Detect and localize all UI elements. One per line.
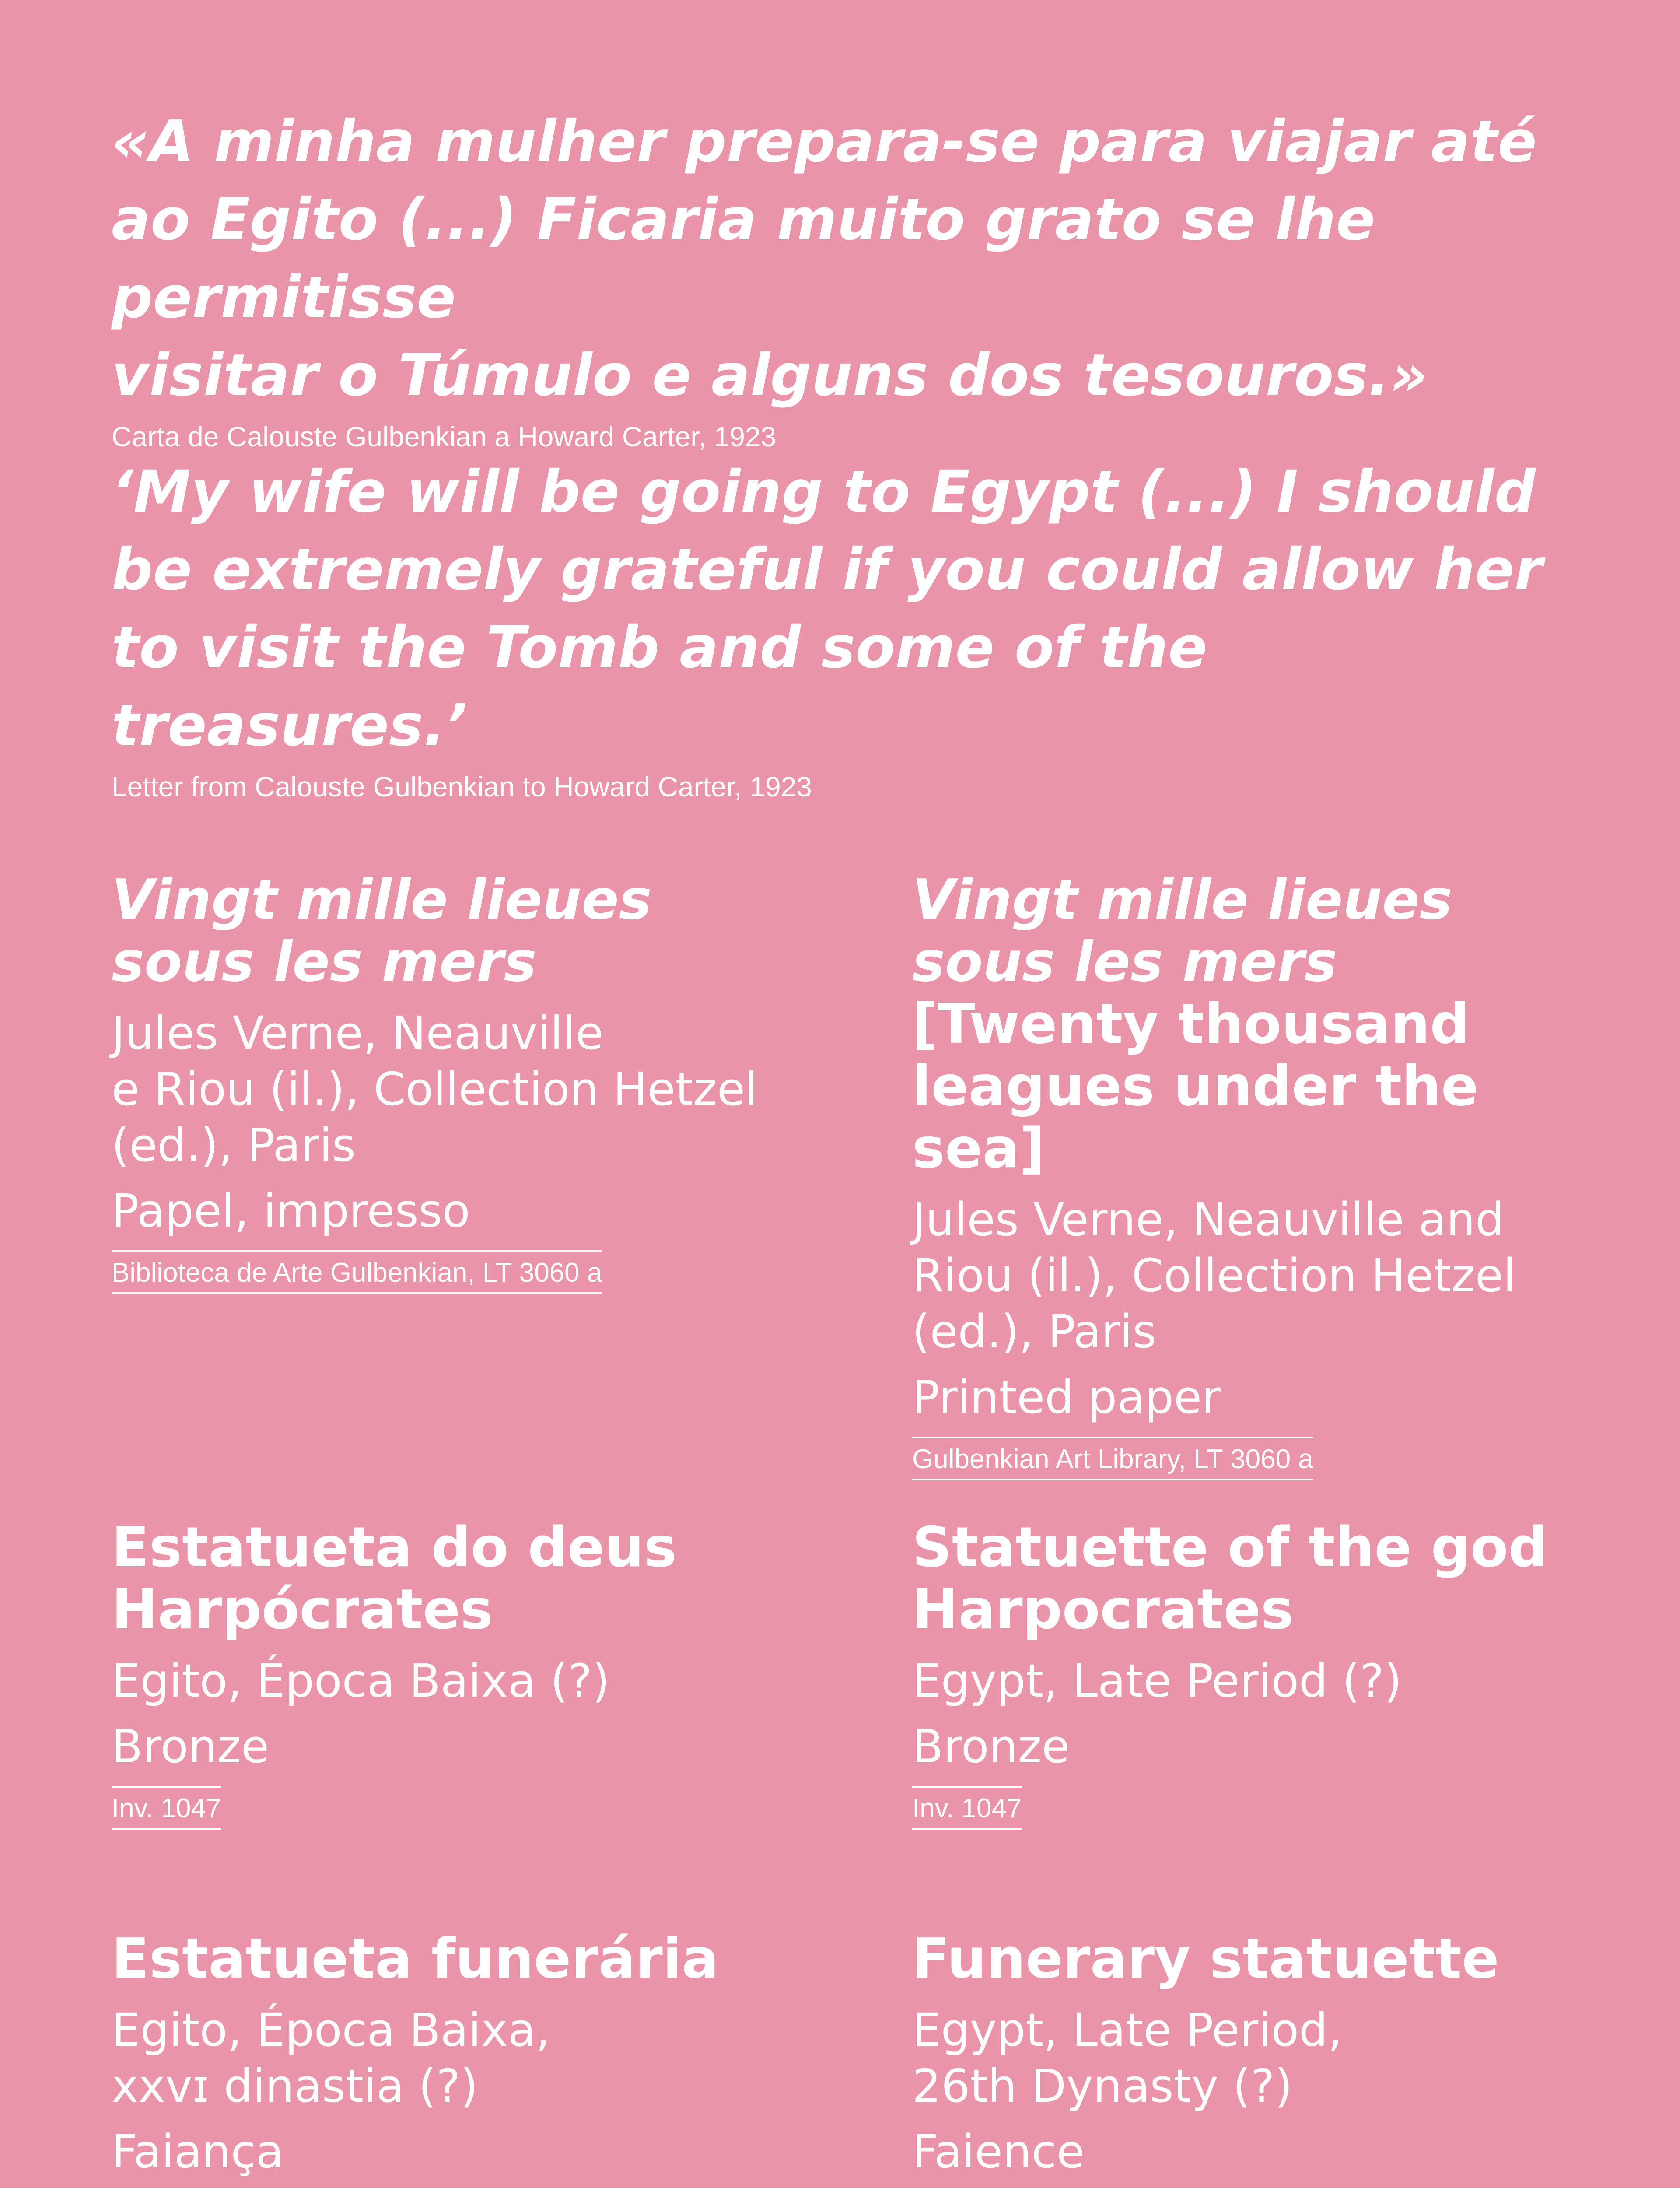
entry-title bbox=[112, 1516, 702, 1641]
entry-inventory: Inv. 1047 bbox=[112, 1786, 221, 1830]
entry-en bbox=[912, 1516, 1621, 1830]
entry-origin: Jules Verne, Neauville e Riou (il.), Collection Hetzel (ed.), Paris bbox=[112, 1006, 758, 1172]
entry-origin: Egypt, Late Period (?) bbox=[912, 1654, 1402, 1708]
entry-origin: Egito, Época Baixa (?) bbox=[112, 1654, 610, 1708]
entry-title bbox=[912, 869, 1595, 1179]
entry-title-italic: Vingt mille lieues sous les mers bbox=[912, 867, 1452, 994]
quote-portuguese bbox=[112, 103, 1555, 456]
quote-text: ‘My wife will be going to Egypt (...) I should be extremely grateful if you could allow her to visit the Tomb and some of the treasures.’ bbox=[112, 458, 1543, 759]
entry-pt bbox=[112, 869, 820, 1294]
entry-material: Printed paper bbox=[912, 1371, 1221, 1424]
entry-pt bbox=[112, 1928, 820, 2188]
entry-title-rest: [Twenty thousand leagues under the sea] bbox=[912, 992, 1479, 1180]
entry-en bbox=[912, 1928, 1621, 2188]
entry-title-rest: Funerary statuette bbox=[912, 1926, 1499, 1991]
quote-source: Letter from Calouste Gulbenkian to Howard Carter, 1923 bbox=[112, 771, 812, 803]
entry-material: Faience bbox=[912, 2125, 1085, 2178]
entry-material: Faiança bbox=[112, 2125, 284, 2178]
entry-title bbox=[912, 1928, 1621, 1990]
entry-title bbox=[112, 869, 794, 993]
entry-title-italic: Vingt mille lieues sous les mers bbox=[112, 867, 652, 994]
entry-title bbox=[912, 1516, 1568, 1641]
entry-material: Bronze bbox=[912, 1720, 1070, 1773]
entry-inventory: Gulbenkian Art Library, LT 3060 a bbox=[912, 1437, 1313, 1480]
entry-en bbox=[912, 869, 1621, 1480]
entry-material: Papel, impresso bbox=[112, 1184, 470, 1238]
entry-inventory: Inv. 1047 bbox=[912, 1786, 1022, 1830]
entry-title-rest: Estatueta do deus Harpócrates bbox=[112, 1515, 677, 1641]
entry-title-rest: Estatueta funerária bbox=[112, 1926, 719, 1991]
entry-pt bbox=[112, 1516, 820, 1830]
quote-text: «A minha mulher prepara-se para viajar até ao Egito (...) Ficaria muito grato se lhe permitisse visitar o Túmulo e alguns dos tesouros.» bbox=[112, 108, 1537, 409]
entry-material: Bronze bbox=[112, 1720, 269, 1773]
entry-title-rest: Statuette of the god Harpocrates bbox=[912, 1515, 1548, 1641]
entry-title bbox=[112, 1928, 820, 1990]
quote-source: Carta de Calouste Gulbenkian a Howard Carter, 1923 bbox=[112, 421, 777, 452]
quote-english bbox=[112, 453, 1555, 806]
entry-origin: Jules Verne, Neauville and Riou (il.), Collection Hetzel (ed.), Paris bbox=[912, 1193, 1516, 1358]
entry-origin: Egypt, Late Period, 26th Dynasty (?) bbox=[912, 2003, 1343, 2113]
entry-origin: Egito, Época Baixa, xxvɪ dinastia (?) bbox=[112, 2003, 550, 2113]
entry-inventory: Biblioteca de Arte Gulbenkian, LT 3060 a bbox=[112, 1250, 602, 1294]
